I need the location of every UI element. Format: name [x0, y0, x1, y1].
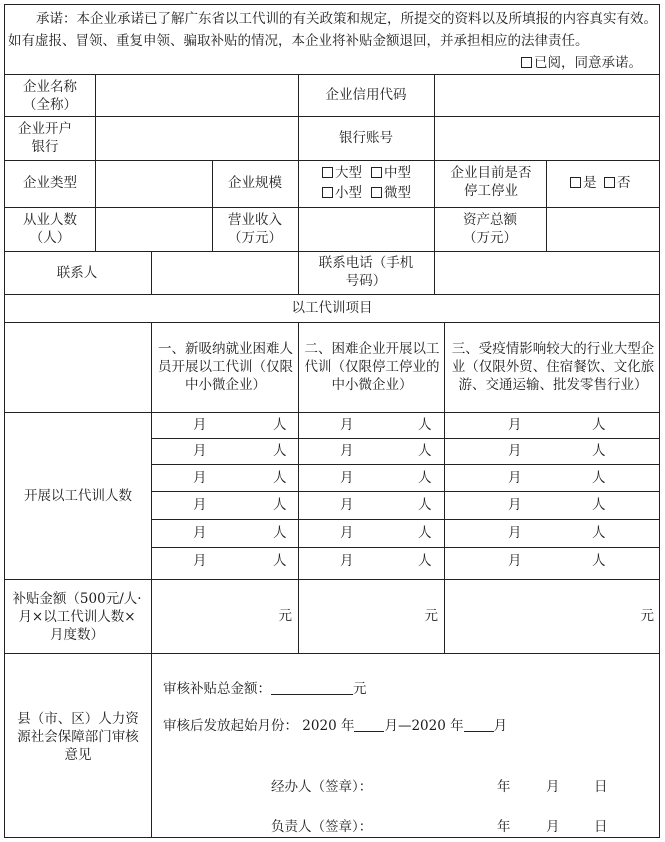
- subsidy-label: 补贴金额（500元/人·月×以工代训人数×月度数）: [12, 591, 142, 643]
- stopped-no-option[interactable]: 否: [604, 174, 631, 192]
- training-person-marker: 人: [418, 417, 432, 433]
- training-month-marker: 月: [193, 525, 207, 541]
- training-person-marker: 人: [273, 497, 287, 513]
- training-month-marker: 月: [193, 497, 207, 513]
- stopped-yes-option[interactable]: 是: [570, 174, 597, 192]
- training-month-marker: 月: [340, 443, 354, 459]
- review-start-mid: 月—2020 年: [384, 718, 464, 734]
- training-month-marker: 月: [340, 553, 354, 569]
- company-type-label: 企业类型: [23, 175, 77, 191]
- leader-day: 日: [594, 819, 608, 835]
- project-col-1-header: 一、新吸纳就业困难人员开展以工代训（仅限中小微企业）: [158, 341, 293, 393]
- agree-checkbox-icon[interactable]: [521, 57, 532, 68]
- training-month-marker: 月: [508, 470, 522, 486]
- promise-line-2: 如有虚报、冒领、重复申领、骗取补贴的情况，本企业将补贴金额退回，并承担相应的法律责任。: [8, 33, 589, 49]
- training-month-marker: 月: [193, 443, 207, 459]
- subsidy-col-3-unit: 元: [640, 608, 654, 624]
- training-person-marker: 人: [592, 525, 606, 541]
- promise-block: [8, 8, 658, 74]
- company-name-label: 企业名称（全称）: [23, 79, 77, 113]
- checkbox-icon[interactable]: [322, 187, 333, 198]
- scale-option-large[interactable]: 大型: [322, 164, 362, 182]
- training-person-marker: 人: [273, 470, 287, 486]
- training-month-marker: 月: [508, 443, 522, 459]
- training-month-marker: 月: [193, 553, 207, 569]
- review-start-label: 审核后发放起始月份：: [163, 718, 298, 734]
- agree-label: 已阅，同意承诺。: [534, 55, 642, 71]
- checkbox-icon[interactable]: [570, 177, 581, 188]
- company-type-field[interactable]: [97, 162, 210, 205]
- review-total-unit: 元: [353, 681, 367, 697]
- review-total-line: [163, 680, 367, 698]
- review-total-label: 审核补贴总金额：: [163, 681, 271, 697]
- credit-code-field[interactable]: [436, 76, 658, 114]
- scale-option-medium[interactable]: 中型: [371, 164, 411, 182]
- checkbox-icon[interactable]: [371, 187, 382, 198]
- bank-account-field[interactable]: [436, 118, 658, 158]
- training-person-marker: 人: [592, 417, 606, 433]
- training-person-marker: 人: [273, 443, 287, 459]
- training-month-marker: 月: [340, 417, 354, 433]
- project-title: 以工代训项目: [291, 300, 373, 316]
- assets-field[interactable]: [548, 209, 658, 249]
- contact-label: 联系人: [56, 265, 98, 281]
- subsidy-col-2-unit: 元: [424, 608, 438, 624]
- promise-agree[interactable]: [8, 52, 658, 74]
- training-person-marker: 人: [418, 443, 432, 459]
- training-count-label: 开展以工代训人数: [24, 488, 132, 504]
- handler-signature-label: 经办人（签章）：: [271, 779, 373, 795]
- training-person-marker: 人: [418, 497, 432, 513]
- training-person-marker: 人: [418, 553, 432, 569]
- review-total-blank[interactable]: [271, 680, 353, 695]
- leader-month: 月: [546, 819, 560, 835]
- checkbox-icon[interactable]: [604, 177, 615, 188]
- phone-label: 联系电话（手机号码）: [318, 255, 414, 289]
- training-month-marker: 月: [340, 497, 354, 513]
- handler-day: 日: [594, 779, 608, 795]
- scale-option-small[interactable]: 小型: [322, 184, 362, 202]
- training-person-marker: 人: [592, 553, 606, 569]
- credit-code-label: 企业信用代码: [325, 87, 407, 103]
- review-end-month-blank[interactable]: [464, 717, 494, 732]
- training-month-marker: 月: [193, 470, 207, 486]
- review-start-month-blank[interactable]: [354, 717, 384, 732]
- training-month-marker: 月: [508, 553, 522, 569]
- company-name-field[interactable]: [97, 76, 296, 114]
- scale-option-micro[interactable]: 微型: [371, 184, 411, 202]
- review-start-end: 月: [493, 718, 508, 734]
- training-person-marker: 人: [592, 443, 606, 459]
- review-start-year-1: 2020 年: [302, 718, 355, 734]
- training-person-marker: 人: [273, 525, 287, 541]
- employees-label: 从业人数（人）: [23, 212, 77, 246]
- revenue-label: 营业收入（万元）: [228, 212, 282, 246]
- bank-field[interactable]: [97, 118, 296, 158]
- review-label: 县（市、区）人力资源社会保障部门审核意见: [17, 711, 139, 763]
- bank-label: 企业开户银行: [18, 121, 72, 155]
- training-month-marker: 月: [193, 417, 207, 433]
- scale-label: 企业规模: [228, 175, 282, 191]
- subsidy-col-1-unit: 元: [278, 608, 292, 624]
- training-person-marker: 人: [418, 470, 432, 486]
- training-person-marker: 人: [418, 525, 432, 541]
- training-person-marker: 人: [273, 553, 287, 569]
- leader-year: 年: [497, 819, 511, 835]
- training-month-marker: 月: [508, 497, 522, 513]
- stopped-label: 企业目前是否停工停业: [450, 165, 532, 199]
- bank-account-label: 银行账号: [339, 130, 393, 146]
- revenue-field[interactable]: [300, 209, 432, 249]
- handler-year: 年: [497, 779, 511, 795]
- training-person-marker: 人: [592, 497, 606, 513]
- training-month-marker: 月: [508, 417, 522, 433]
- employees-field[interactable]: [97, 209, 210, 249]
- training-month-marker: 月: [340, 470, 354, 486]
- leader-signature-label: 负责人（签章）：: [271, 819, 373, 835]
- assets-label: 资产总额（万元）: [463, 212, 517, 246]
- training-month-marker: 月: [508, 525, 522, 541]
- training-month-marker: 月: [340, 525, 354, 541]
- project-col-2-header: 二、困难企业开展以工代训（仅限停工停业的中小微企业）: [304, 341, 440, 393]
- promise-line-1: 承诺：本企业承诺已了解广东省以工代训的有关政策和规定，所提交的资料以及所填报的内容真实有效。: [36, 11, 657, 27]
- checkbox-icon[interactable]: [322, 167, 333, 178]
- project-col-3-header: 三、受疫情影响较大的行业大型企业（仅限外贸、住宿餐饮、文化旅游、交通运输、批发零售行业）: [451, 341, 655, 393]
- review-start-line: [163, 717, 507, 735]
- training-person-marker: 人: [273, 417, 287, 433]
- contact-field[interactable]: [153, 253, 296, 292]
- checkbox-icon[interactable]: [371, 167, 382, 178]
- training-person-marker: 人: [592, 470, 606, 486]
- handler-month: 月: [546, 779, 560, 795]
- phone-field[interactable]: [436, 253, 658, 292]
